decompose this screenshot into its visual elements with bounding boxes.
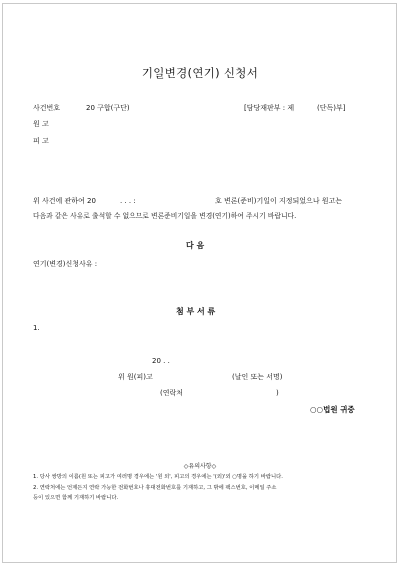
seal-note: (날인 또는 서명) bbox=[232, 373, 283, 381]
applicant-label: 위 원(피)고 bbox=[118, 373, 153, 381]
signature-date: 20 . . bbox=[152, 357, 170, 365]
plaintiff-label: 원 고 bbox=[33, 120, 49, 128]
note-item-2: 2. 연락처에는 언제든지 연락 가능한 전화번호나 휴대전화번호를 기재하고, 그 밖에 팩스번호, 이메일 주소 bbox=[33, 485, 277, 491]
department-value: (단독)부] bbox=[317, 104, 346, 112]
case-number-label: 사건번호 bbox=[33, 104, 61, 112]
body-line-1-end: 호 변론(준비)기일이 지정되었으나 원고는 bbox=[215, 197, 343, 205]
contact-label: (연락처 bbox=[160, 389, 184, 397]
body-line-1-date: . . . : bbox=[120, 197, 136, 205]
body-line-2: 다음과 같은 사유로 출석할 수 없으므로 변론준비기일을 변경(연기)하여 주시기 바랍니다. bbox=[33, 212, 297, 220]
attachment-item-1: 1. bbox=[33, 324, 40, 332]
reason-label: 연기(변경)신청사유 : bbox=[33, 260, 98, 268]
attachments-heading: 첨 부 서 류 bbox=[176, 307, 216, 316]
case-number-value: 20 구합(구단) bbox=[86, 104, 130, 112]
court-addressee: ○○법원 귀중 bbox=[310, 405, 355, 414]
section-heading-next: 다 음 bbox=[186, 241, 205, 250]
document-title: 기일변경(연기) 신청서 bbox=[141, 66, 259, 80]
contact-close: ) bbox=[276, 389, 279, 397]
note-item-2-continued: 등이 있으면 함께 기재하기 바랍니다. bbox=[33, 495, 119, 501]
notes-heading: ◇유의사항◇ bbox=[183, 463, 217, 470]
department-label: [담당재판부 : 제 bbox=[244, 104, 295, 112]
note-item-1: 1. 당사 쌍방의 이름(원 또는 피고가 여러명 경우에는 '원 외', 피고의 경우에는 '(외)'외 ○명을 하기 바랍니다. bbox=[33, 474, 283, 480]
defendant-label: 피 고 bbox=[33, 137, 49, 145]
body-line-1-start: 위 사건에 관하여 20 bbox=[33, 197, 96, 205]
